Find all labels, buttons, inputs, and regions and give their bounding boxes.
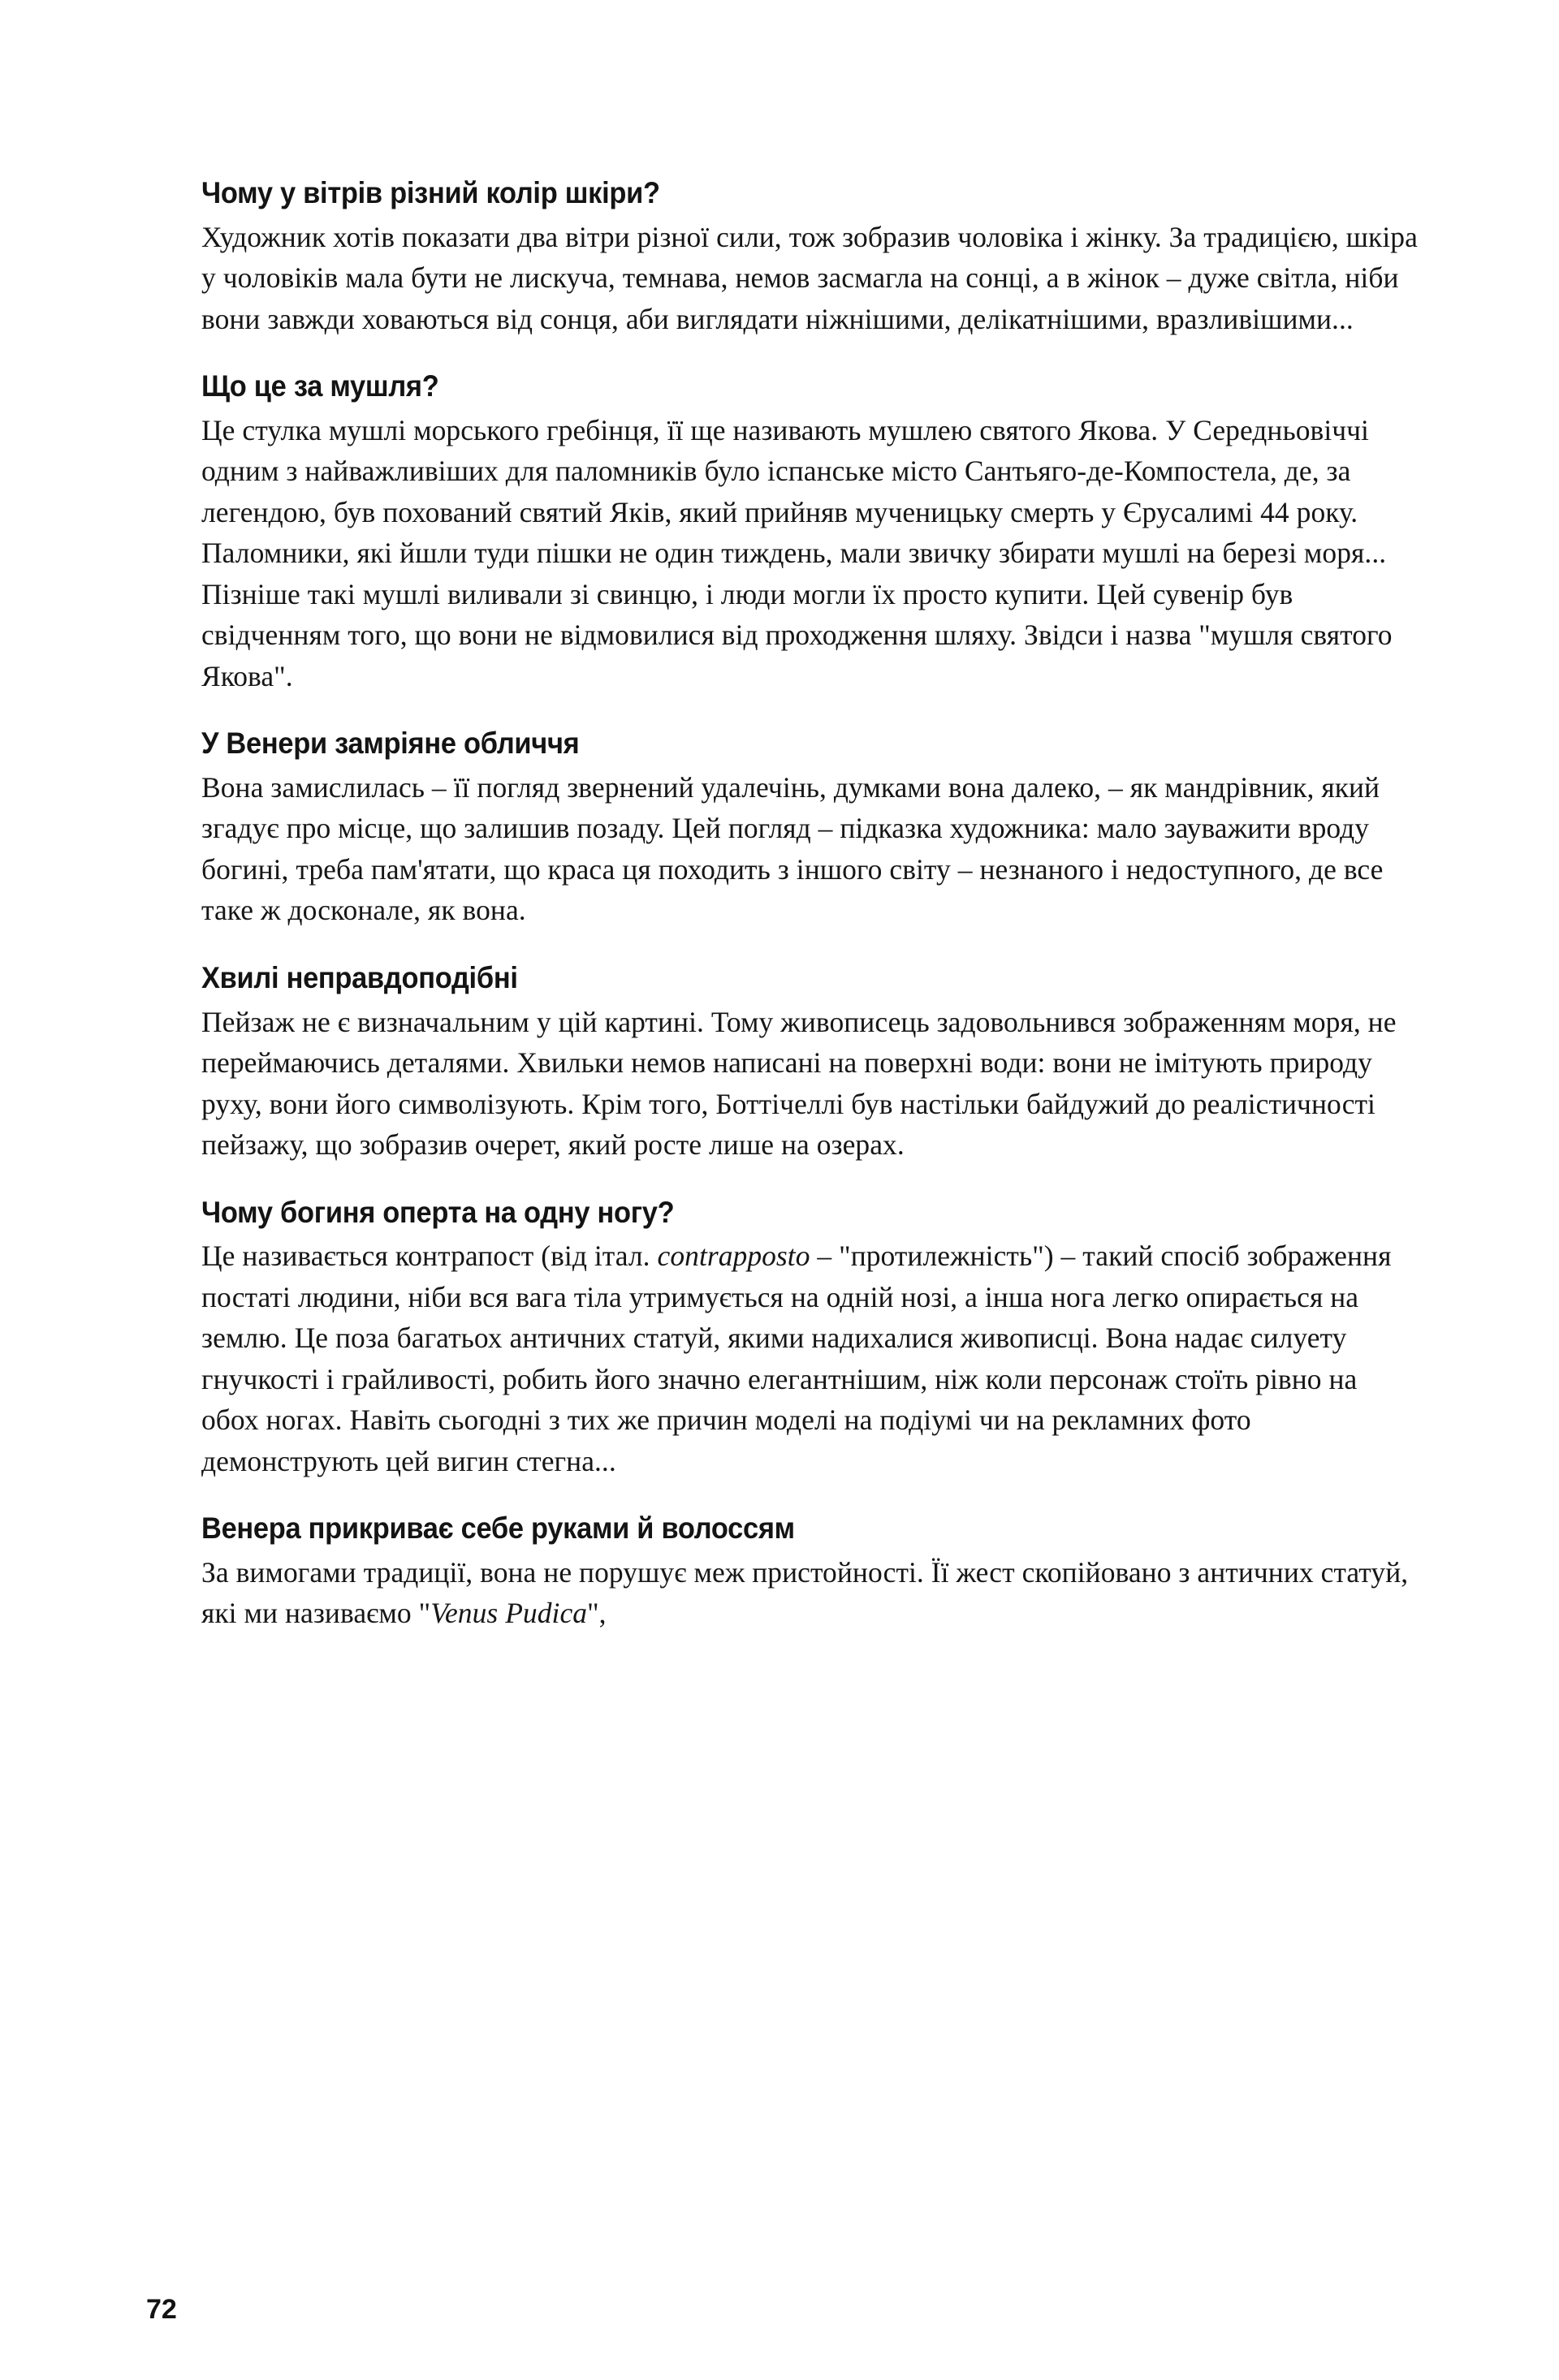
italic-term-contrapposto: contrapposto bbox=[657, 1240, 810, 1273]
section-heading: Чому у вітрів різний колір шкіри? bbox=[201, 176, 660, 209]
section-body: Це стулка мушлі морського гребінця, її ще називають мушлею святого Якова. У Середньовіччі одним з найважливіших для паломників було іспанське місто Сантьяго-де-Компостела, де, за легендою, був похований святий Яків, який прийняв мученицьку смерть у Єрусалимі 44 року. Паломники, які йшли туди пішки не один тиждень, мали звичку збирати мушлі на березі моря... Пізніше такі мушлі виливали зі свинцю, і люди могли їх просто купити. Цей сувенір був свідченням того, що вони не відмовилися від проходження шляху. Звідси і назва "мушля святого Якова". bbox=[201, 413, 1393, 692]
section-heading: Хвилі неправдоподібні bbox=[201, 960, 518, 994]
section-body: Художник хотів показати два вітри різної сили, тож зобразив чоловіка і жінку. За традицією, шкіра у чоловіків мала бути не лискуча, темнава, немов засмагла на сонці, а в жінок – дуже світла, ніби вони завжди ховаються від сонця, аби виглядати ніжнішими, делікатнішими, вразливішими... bbox=[201, 220, 1418, 335]
section-venus-dreamy-face bbox=[201, 726, 1419, 931]
body-text-before-italic: Це називається контрапост (від італ. bbox=[201, 1240, 658, 1273]
section-venus-pudica bbox=[201, 1511, 1419, 1634]
section-body bbox=[201, 1552, 1419, 1634]
section-body: Пейзаж не є визначальним у цій картині. Тому живописець задовольнився зображенням моря, не переймаючись деталями. Хвильки немов написані на поверхні води: вони не імітують природу руху, вони його символізують. Крім того, Боттічеллі був настільки байдужий до реалістичності пейзажу, що зобразив очерет, який росте лише на озерах. bbox=[201, 1005, 1397, 1162]
section-wind-skin-color bbox=[201, 175, 1419, 339]
italic-term-venus-pudica: Venus Pudica bbox=[430, 1597, 588, 1630]
section-body bbox=[201, 1235, 1419, 1481]
body-text-after-italic: ", bbox=[587, 1597, 607, 1630]
section-heading: Що це за мушля? bbox=[201, 369, 439, 403]
body-text-before-italic: За вимогами традиції, вона не порушує меж пристойності. Її жест скопійовано з античних статуй, які ми називаємо " bbox=[201, 1555, 1409, 1630]
section-body: Вона замислилась – її погляд звернений удалечінь, думками вона далеко, – як мандрівник, який згадує про місце, що залишив позаду. Цей погляд – підказка художника: мало зауважити вроду богині, треба пам'ятати, що краса ця походить з іншого світу – незнаного і недоступного, де все таке ж досконале, як вона. bbox=[201, 770, 1384, 927]
page-number: 72 bbox=[146, 2294, 177, 2325]
section-contrapposto bbox=[201, 1195, 1419, 1482]
section-what-shell bbox=[201, 369, 1419, 696]
section-heading: Чому богиня оперта на одну ногу? bbox=[201, 1195, 675, 1229]
section-heading: У Венери замріяне обличчя bbox=[201, 727, 580, 761]
section-implausible-waves bbox=[201, 960, 1419, 1166]
section-heading: Венера прикриває себе руками й волоссям bbox=[201, 1511, 795, 1546]
page-content-column bbox=[201, 175, 1419, 1634]
body-text-after-italic: – "протилежність") – такий спосіб зображення постаті людини, ніби вся вага тіла утримується на одній нозі, а інша нога легко опирається на землю. Це поза багатьох античних статуй, якими надихалися живописці. Вона надає силуету гнучкості і грайливості, робить його значно елегантнішим, ніж коли персонаж стоїть рівно на обох ногах. Навіть сьогодні з тих же причин моделі на подіумі чи на рекламних фото демонструють цей вигин стегна... bbox=[201, 1240, 1392, 1477]
